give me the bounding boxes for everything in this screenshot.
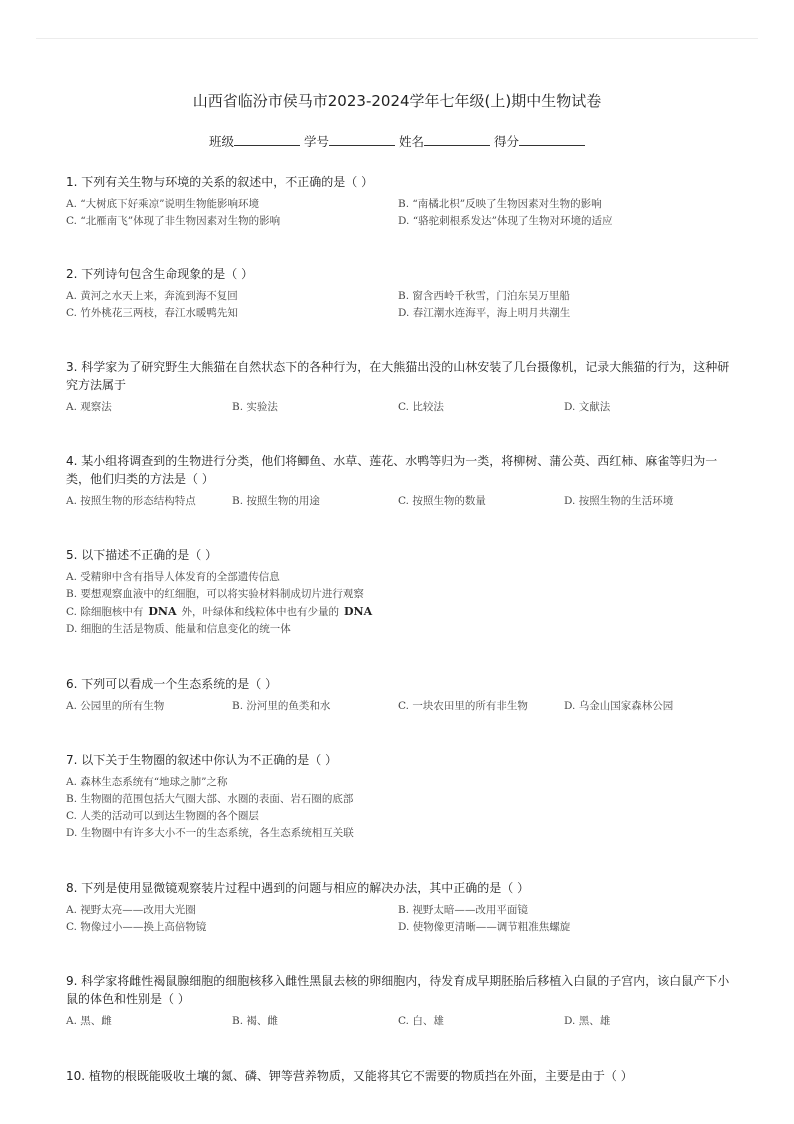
id-label: 学号 [303, 134, 329, 149]
option-d: D. 乌金山国家森林公园 [564, 700, 674, 712]
option-b: B. 窗含西岭千秋雪，门泊东吴万里船 [398, 290, 570, 302]
question-stem: 10. 植物的根既能吸收土壤的氮、磷、钾等营养物质，又能将其它不需要的物质挡在外面，主要是由于（ ） [66, 1069, 633, 1083]
option-b: B. 汾河里的鱼类和水 [232, 700, 331, 712]
option-c [66, 603, 730, 621]
option-a: A. “大树底下好乘凉”说明生物能影响环境 [66, 198, 259, 210]
options [66, 399, 730, 416]
options [66, 288, 730, 322]
question-10 [66, 1067, 730, 1085]
option-c: C. 按照生物的数量 [398, 495, 486, 507]
option-c: C. 比较法 [398, 401, 444, 413]
page-top-divider [36, 38, 758, 39]
question-stem: 8. 下列是使用显微镜观察装片过程中遇到的问题与相应的解决办法，其中正确的是（ ） [66, 881, 530, 895]
question-stem: 3. 科学家为了研究野生大熊猫在自然状态下的各种行为，在大熊猫出没的山林安装了几台摄像机，记录大熊猫的行为，这种研究方法属于 [66, 360, 730, 392]
question-stem: 7. 以下关于生物圈的叙述中你认为不正确的是（ ） [66, 753, 338, 767]
options [66, 493, 730, 510]
question-1 [66, 173, 730, 230]
dna-term: DNA [343, 605, 373, 618]
option-c: C. 白、雄 [398, 1015, 444, 1027]
options [66, 196, 730, 230]
option-b: B. 生物圈的范围包括大气圈大部、水圈的表面、岩石圈的底部 [66, 793, 354, 805]
question-8 [66, 879, 730, 936]
option-a: A. 观察法 [66, 401, 112, 413]
option-d: D. 春江潮水连海平，海上明月共潮生 [398, 307, 571, 319]
option-d: D. 按照生物的生活环境 [564, 495, 674, 507]
question-stem: 6. 下列可以看成一个生态系统的是（ ） [66, 677, 278, 691]
options [66, 698, 730, 715]
question-stem: 4. 某小组将调查到的生物进行分类，他们将鲫鱼、水草、莲花、水鸭等归为一类，将柳树、蒲公英、西红柿、麻雀等归为一类，他们归类的方法是（ ） [66, 454, 718, 486]
option-a: A. 按照生物的形态结构特点 [66, 495, 196, 507]
option-c: C. 竹外桃花三两枝，春江水暖鸭先知 [66, 307, 238, 319]
option-b: B. 实验法 [232, 401, 278, 413]
option-a: A. 视野太亮——改用大光圈 [66, 904, 196, 916]
options [66, 774, 730, 842]
option-a: A. 黄河之水天上来，奔流到海不复回 [66, 290, 238, 302]
question-4 [66, 452, 730, 510]
student-info-line [0, 132, 794, 150]
option-d: D. 生物圈中有许多大小不一的生态系统，各生态系统相互关联 [66, 827, 354, 839]
option-d: D. 文献法 [564, 401, 611, 413]
name-blank [424, 133, 490, 146]
class-label: 班级 [208, 134, 234, 149]
class-blank [234, 133, 300, 146]
option-c-middle: 外，叶绿体和线粒体中也有少量的 [181, 606, 339, 618]
option-b: B. 按照生物的用途 [232, 495, 320, 507]
options [66, 569, 730, 638]
option-d: D. 使物像更清晰——调节粗准焦螺旋 [398, 921, 571, 933]
option-d: D. “骆驼刺根系发达”体现了生物对环境的适应 [398, 215, 613, 227]
option-c: C. 物像过小——换上高倍物镜 [66, 921, 207, 933]
page-title: 山西省临汾市侯马市2023-2024学年七年级(上)期中生物试卷 [192, 92, 602, 110]
question-stem: 1. 下列有关生物与环境的关系的叙述中，不正确的是（ ） [66, 175, 374, 189]
option-a: A. 森林生态系统有“地球之肺”之称 [66, 776, 228, 788]
question-stem: 9. 科学家将雌性褐鼠腺细胞的细胞核移入雌性黑鼠去核的卵细胞内，待发育成早期胚胎后移植入白鼠的子宫内，该白鼠产下小鼠的体色和性别是（ ） [66, 974, 730, 1006]
question-9 [66, 972, 730, 1030]
question-2 [66, 265, 730, 322]
option-d: D. 黑、雄 [564, 1015, 611, 1027]
dna-term: DNA [148, 605, 177, 618]
option-a: A. 公园里的所有生物 [66, 700, 165, 712]
option-c-start: C. 除细胞核中有 [66, 606, 144, 618]
question-3 [66, 358, 730, 416]
option-c: C. 一块农田里的所有非生物 [398, 700, 528, 712]
option-b: B. 视野太暗——改用平面镜 [398, 904, 528, 916]
score-label: 得分 [493, 134, 519, 149]
option-a: A. 受精卵中含有指导人体发育的全部遗传信息 [66, 571, 280, 583]
option-b: B. 褐、雌 [232, 1015, 278, 1027]
option-a: A. 黑、雌 [66, 1015, 112, 1027]
option-c: C. 人类的活动可以到达生物圈的各个圈层 [66, 810, 259, 822]
question-7 [66, 751, 730, 842]
question-stem: 2. 下列诗句包含生命现象的是（ ） [66, 267, 254, 281]
options [66, 902, 730, 936]
options [66, 1013, 730, 1030]
option-c: C. “北雁南飞”体现了非生物因素对生物的影响 [66, 215, 281, 227]
option-b: B. 要想观察血液中的红细胞，可以将实验材料制成切片进行观察 [66, 588, 364, 600]
id-blank [329, 133, 395, 146]
question-6 [66, 675, 730, 715]
question-stem: 5. 以下描述不正确的是（ ） [66, 548, 218, 562]
name-label: 姓名 [398, 134, 424, 149]
question-5 [66, 546, 730, 638]
option-d: D. 细胞的生活是物质、能量和信息变化的统一体 [66, 623, 291, 635]
score-blank [519, 133, 585, 146]
option-b: B. “南橘北枳”反映了生物因素对生物的影响 [398, 198, 602, 210]
